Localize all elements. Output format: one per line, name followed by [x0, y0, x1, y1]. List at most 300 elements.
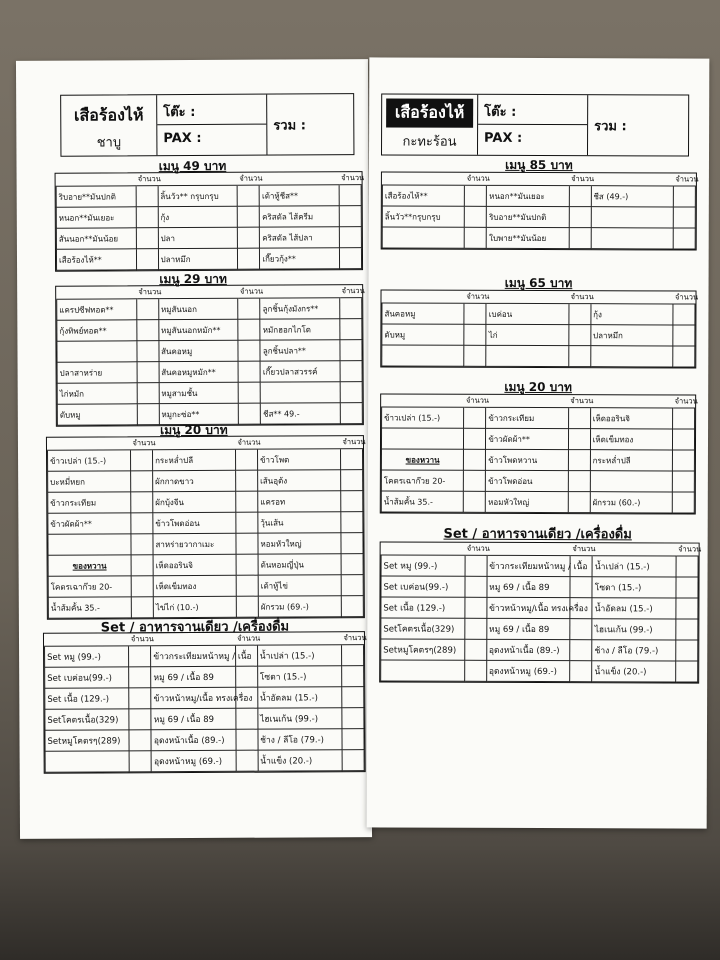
- menu-item: ต้นหอมญี่ปุ่น: [258, 554, 341, 575]
- qty-header: จำนวน: [676, 543, 698, 556]
- qty-input-cell[interactable]: [676, 640, 698, 661]
- menu-item: หมูสันนอกหมัก**: [158, 319, 238, 340]
- restaurant-name: เสือร้องไห้: [73, 105, 144, 125]
- menu-item: ไข่ไก่ (10.-): [153, 596, 236, 617]
- menu-row: [48, 575, 363, 598]
- qty-header: จำนวน: [464, 395, 486, 408]
- menu-item: แครอท: [258, 491, 341, 512]
- menu-item: ลูกชิ้นกุ้งมังกร**: [260, 298, 340, 319]
- qty-header: จำนวน: [465, 543, 487, 556]
- qty-input-cell[interactable]: [342, 729, 364, 750]
- qty-input-cell[interactable]: [568, 408, 590, 429]
- qty-input-cell[interactable]: [236, 491, 258, 512]
- menu-item: เห็ดออรินจิ: [590, 408, 672, 429]
- menu-item: Set หมู (99.-): [381, 555, 465, 576]
- menu-row: [48, 470, 363, 493]
- menu-item: สาหร่ายวากาเมะ: [153, 533, 236, 554]
- qty-input-cell[interactable]: [341, 533, 363, 554]
- menu-item: ริบอาย**มันปกติ: [487, 206, 569, 227]
- qty-input-cell[interactable]: [673, 186, 695, 207]
- qty-input-cell[interactable]: [570, 619, 592, 640]
- qty-input-cell[interactable]: [339, 185, 361, 206]
- menu-item: [381, 428, 463, 449]
- menu-item: Set หมู (99.-): [45, 646, 129, 667]
- menu-row: [45, 750, 364, 773]
- qty-input-cell[interactable]: [131, 450, 153, 471]
- qty-input-cell[interactable]: [238, 227, 260, 248]
- qty-input-cell[interactable]: [672, 471, 694, 492]
- qty-input-cell[interactable]: [339, 248, 361, 269]
- menu-item: คริสตัล ไส้ปลา: [260, 227, 340, 248]
- qty-input-cell[interactable]: [465, 576, 487, 597]
- menu-row: [381, 639, 698, 661]
- menu-item: [382, 227, 464, 248]
- qty-input-cell[interactable]: [236, 750, 258, 771]
- menu-row: [45, 729, 364, 752]
- qty-input-cell[interactable]: [673, 346, 695, 367]
- menu-item: ริบอาย**มันปกติ: [56, 186, 136, 207]
- menu-row: [48, 533, 363, 556]
- menu-item: หมู 69 / เนื้อ 89: [486, 618, 570, 639]
- menu-row: [381, 597, 698, 619]
- menu-row: [57, 298, 362, 321]
- menu-item: น้ำอัดลม (15.-): [257, 687, 341, 708]
- menu-item: อุดงหน้าเนื้อ (89.-): [486, 639, 570, 660]
- qty-input-cell[interactable]: [342, 687, 364, 708]
- qty-input-cell[interactable]: [569, 228, 591, 249]
- qty-input-cell[interactable]: [676, 556, 698, 577]
- qty-input-cell[interactable]: [136, 249, 158, 270]
- qty-input-cell[interactable]: [340, 340, 362, 361]
- menu-item: ข้าวโพดอ่อน: [153, 512, 236, 533]
- menu-item: หนอก**มันเยอะ: [487, 185, 569, 206]
- menu-item: หมูกะซ่อ**: [159, 403, 239, 424]
- qty-input-cell[interactable]: [129, 688, 151, 709]
- qty-header: จำนวน: [339, 172, 361, 185]
- menu-item: ข้าวกระเทียม: [48, 492, 131, 513]
- menu-row: [45, 708, 364, 731]
- qty-input-cell[interactable]: [339, 206, 361, 227]
- qty-input-cell[interactable]: [137, 362, 159, 383]
- menu-item: เห็ดเข็มทอง: [153, 575, 236, 596]
- qty-input-cell[interactable]: [238, 206, 260, 227]
- menu-item: [590, 471, 672, 492]
- menu-item: หมู 69 / เนื้อ 89: [487, 576, 571, 597]
- qty-input-cell[interactable]: [568, 346, 590, 367]
- qty-input-cell[interactable]: [568, 492, 590, 513]
- menu-item: ข้าวผัดผ้า**: [48, 513, 131, 534]
- qty-input-cell[interactable]: [464, 407, 486, 428]
- menu-item: สันคอหมูหมัก**: [159, 361, 239, 382]
- qty-header: จำนวน: [237, 173, 259, 186]
- qty-input-cell[interactable]: [464, 618, 486, 639]
- qty-input-cell[interactable]: [464, 303, 486, 324]
- qty-input-cell[interactable]: [342, 750, 364, 771]
- menu-row: [381, 660, 698, 682]
- qty-header: จำนวน: [464, 291, 486, 304]
- menu-item: ปลาสาหร่าย: [57, 362, 137, 383]
- qty-header: จำนวน: [129, 633, 151, 646]
- menu-row: [48, 449, 363, 472]
- menu-item: [590, 346, 672, 367]
- menu-item: ไก่: [486, 324, 568, 345]
- qty-input-cell[interactable]: [464, 428, 486, 449]
- menu-item: [57, 341, 137, 362]
- qty-input-cell[interactable]: [568, 325, 590, 346]
- menu-item: [48, 534, 131, 555]
- menu-item: เกี๊ยวกุ้ง**: [260, 248, 340, 269]
- qty-input-cell[interactable]: [236, 729, 258, 750]
- menu-item: หมู 69 / เนื้อ 89: [151, 708, 235, 729]
- qty-input-cell[interactable]: [341, 449, 363, 470]
- qty-input-cell[interactable]: [465, 227, 487, 248]
- section-title: เมนู 65 บาท: [504, 275, 573, 291]
- menu-row: [381, 470, 694, 492]
- section-title: Set / อาหารจานเดียว /เครื่องดื่ม: [100, 619, 290, 636]
- qty-input-cell[interactable]: [340, 361, 362, 382]
- section-title: เมนู 20 บาท: [160, 422, 228, 438]
- qty-header: จำนวน: [340, 285, 362, 298]
- section-grid: [380, 393, 696, 514]
- menu-item: ปลาหมึก: [158, 248, 238, 269]
- qty-input-cell[interactable]: [342, 666, 364, 687]
- qty-header: จำนวน: [673, 291, 695, 304]
- qty-input-cell[interactable]: [569, 304, 591, 325]
- menu-item: ของหวาน: [48, 555, 131, 576]
- menu-item: ลิ้นวัว**กรุบกรุบ: [382, 206, 464, 227]
- menu-item: คริสตัล ไส้ครีม: [260, 206, 340, 227]
- qty-input-cell[interactable]: [465, 597, 487, 618]
- menu-row: [381, 576, 698, 598]
- section-grid: [55, 284, 364, 427]
- menu-item: Set เนื้อ (129.-): [381, 597, 465, 618]
- sheet-header: [381, 93, 689, 156]
- sheet-header: [60, 93, 354, 157]
- qty-input-cell[interactable]: [341, 554, 363, 575]
- menu-item: Setหมูโคตรๆ(289): [45, 730, 129, 751]
- qty-input-cell[interactable]: [236, 470, 258, 491]
- qty-input-cell[interactable]: [238, 298, 260, 319]
- menu-item: สันนอก**มันน้อย: [56, 228, 136, 249]
- qty-input-cell[interactable]: [570, 661, 592, 682]
- qty-header: จำนวน: [673, 395, 695, 408]
- menu-item: โคตรเฉาก๊วย 20-: [48, 576, 131, 597]
- menu-item: ข้าวโพดอ่อน: [486, 470, 568, 491]
- menu-item: ตับหมู: [57, 404, 137, 425]
- qty-input-cell[interactable]: [236, 708, 258, 729]
- section-grid: [380, 289, 699, 368]
- qty-input-cell[interactable]: [136, 320, 158, 341]
- qty-input-cell[interactable]: [131, 492, 153, 513]
- menu-item: ข้าวกระเทียม: [486, 407, 568, 428]
- qty-input-cell[interactable]: [340, 319, 362, 340]
- menu-item: น้ำส้มคั้น 35.-: [48, 597, 131, 618]
- menu-item: ไก่หมัก: [57, 383, 137, 404]
- menu-item: กุ้ง: [591, 304, 673, 325]
- menu-item: ข้าวโพดหวาน: [486, 449, 568, 470]
- qty-input-cell[interactable]: [673, 304, 695, 325]
- qty-input-cell[interactable]: [341, 596, 363, 617]
- menu-item: ข้าวหน้าหมู/เนื้อ ทรงเครื่อง: [151, 687, 235, 708]
- qty-input-cell[interactable]: [570, 640, 592, 661]
- menu-item: น้ำแข็ง (20.-): [592, 661, 676, 682]
- section-title: เมนู 29 บาท: [159, 271, 227, 287]
- menu-item: น้ำอัดลม (15.-): [592, 598, 676, 619]
- qty-header: จำนวน: [136, 173, 158, 186]
- qty-input-cell[interactable]: [235, 666, 257, 687]
- qty-input-cell[interactable]: [464, 470, 486, 491]
- menu-item: เห็ดออรินจิ: [153, 554, 236, 575]
- qty-input-cell[interactable]: [341, 470, 363, 491]
- qty-input-cell[interactable]: [673, 325, 695, 346]
- menu-row: [382, 303, 695, 325]
- menu-type: ชาบู: [96, 135, 122, 151]
- qty-header: จำนวน: [568, 395, 590, 408]
- qty-input-cell[interactable]: [131, 576, 153, 597]
- qty-input-cell[interactable]: [673, 408, 695, 429]
- qty-input-cell[interactable]: [136, 299, 158, 320]
- menu-row: [48, 512, 363, 535]
- qty-input-cell[interactable]: [676, 619, 698, 640]
- menu-item: เส้นอุด้ง: [258, 470, 341, 491]
- qty-header: จำนวน: [235, 437, 257, 450]
- qty-input-cell[interactable]: [237, 185, 259, 206]
- menu-item: Set เบค่อน(99.-): [45, 667, 129, 688]
- qty-input-cell[interactable]: [342, 645, 364, 666]
- menu-item: [381, 660, 465, 681]
- menu-item: สันคอหมู: [159, 340, 239, 361]
- menu-item: ใบพาย**มันน้อย: [487, 227, 569, 248]
- qty-input-cell[interactable]: [341, 512, 363, 533]
- qty-input-cell[interactable]: [238, 319, 260, 340]
- qty-input-cell[interactable]: [672, 450, 694, 471]
- qty-input-cell[interactable]: [129, 646, 151, 667]
- menu-item: เสือร้องไห้**: [382, 185, 464, 206]
- qty-input-cell[interactable]: [465, 555, 487, 576]
- menu-row: [381, 428, 694, 450]
- menu-item: ไฮเนเก้น (99.-): [258, 708, 342, 729]
- menu-item: [591, 207, 673, 228]
- menu-item: น้ำเปล่า (15.-): [592, 556, 676, 577]
- menu-item: กระหล่ำปลี: [590, 450, 672, 471]
- qty-input-cell[interactable]: [673, 228, 695, 249]
- menu-item: [45, 751, 129, 772]
- qty-input-cell[interactable]: [137, 383, 159, 404]
- menu-item: ช้าง / ลีโอ (79.-): [592, 640, 676, 661]
- menu-row: [56, 248, 361, 271]
- qty-input-cell[interactable]: [129, 730, 151, 751]
- menu-item: ชีส (49.-): [591, 186, 673, 207]
- qty-input-cell[interactable]: [131, 513, 153, 534]
- pax-label: PAX :: [484, 130, 523, 146]
- qty-input-cell[interactable]: [568, 450, 590, 471]
- menu-item: ผักรวม (60.-): [590, 492, 672, 513]
- qty-input-cell[interactable]: [464, 345, 486, 366]
- qty-input-cell[interactable]: [131, 555, 153, 576]
- menu-item: สันคอหมู: [382, 303, 464, 324]
- qty-input-cell[interactable]: [238, 361, 260, 382]
- qty-input-cell[interactable]: [341, 491, 363, 512]
- menu-item: ข้าวโพด: [258, 449, 341, 470]
- menu-row: [56, 185, 361, 208]
- qty-input-cell[interactable]: [238, 248, 260, 269]
- restaurant-name: เสือร้องไห้: [386, 98, 473, 127]
- qty-input-cell[interactable]: [236, 575, 258, 596]
- menu-item: หมู 69 / เนื้อ 89: [151, 666, 235, 687]
- menu-item: Setโคตรเนื้อ(329): [381, 618, 465, 639]
- qty-input-cell[interactable]: [465, 206, 487, 227]
- menu-row: [48, 554, 363, 577]
- menu-item: น้ำส้มคั้น 35.-: [381, 491, 463, 512]
- menu-item: กระหล่ำปลี: [153, 449, 236, 470]
- menu-item: ชีส** 49.-: [261, 403, 341, 424]
- qty-input-cell[interactable]: [672, 429, 694, 450]
- menu-item: ผักรวม (69.-): [258, 596, 341, 617]
- qty-input-cell[interactable]: [137, 341, 159, 362]
- menu-row: [382, 227, 695, 249]
- section-grid: [55, 171, 364, 272]
- qty-input-cell[interactable]: [569, 207, 591, 228]
- menu-item: หมูสันนอก: [158, 298, 238, 319]
- menu-item: ผักกาดขาว: [153, 470, 236, 491]
- qty-input-cell[interactable]: [464, 324, 486, 345]
- qty-input-cell[interactable]: [136, 186, 158, 207]
- menu-item: เบค่อน: [486, 303, 568, 324]
- menu-item: อุดงหน้าหมู (69.-): [486, 660, 570, 681]
- qty-input-cell[interactable]: [676, 598, 698, 619]
- table-label: โต๊ะ :: [163, 104, 196, 121]
- section-title: เมนู 85 บาท: [505, 157, 573, 173]
- section-title: เมนู 20 บาท: [504, 379, 572, 395]
- menu-item: ข้าวกระเทียมหน้าหมู / เนื้อ: [151, 645, 235, 666]
- menu-item: ข้าวผัดผ้า**: [486, 428, 568, 449]
- qty-input-cell[interactable]: [465, 185, 487, 206]
- qty-header: จำนวน: [238, 286, 260, 299]
- qty-input-cell[interactable]: [339, 227, 361, 248]
- qty-input-cell[interactable]: [341, 575, 363, 596]
- qty-input-cell[interactable]: [238, 382, 260, 403]
- pax-label: PAX :: [163, 130, 202, 147]
- menu-row: [57, 340, 362, 363]
- qty-input-cell[interactable]: [464, 449, 486, 470]
- menu-item: อุดงหน้าเนื้อ (89.-): [151, 729, 235, 750]
- menu-item: ข้าวหน้าหมู/เนื้อ ทรงเครื่อง: [487, 597, 571, 618]
- qty-input-cell[interactable]: [236, 554, 258, 575]
- qty-input-cell[interactable]: [129, 751, 151, 772]
- menu-type: กะทะร้อน: [402, 134, 457, 150]
- menu-item: เสือร้องไห้**: [56, 249, 136, 270]
- qty-input-cell[interactable]: [236, 533, 258, 554]
- qty-input-cell[interactable]: [464, 491, 486, 512]
- menu-item: Setโคตรเนื้อ(329): [45, 709, 129, 730]
- menu-item: ตับหมู: [382, 324, 464, 345]
- menu-item: Set เนื้อ (129.-): [45, 688, 129, 709]
- qty-header: จำนวน: [235, 633, 257, 646]
- menu-item: กุ้งทิพย์ทอด**: [57, 320, 137, 341]
- menu-item: โซดา (15.-): [257, 666, 341, 687]
- menu-item: ข้าวเปล่า (15.-): [48, 450, 131, 471]
- qty-input-cell[interactable]: [131, 471, 153, 492]
- menu-item: ผักบุ้งจีน: [153, 491, 236, 512]
- menu-row: [57, 382, 362, 405]
- menu-item: กุ้ง: [158, 206, 238, 227]
- menu-item: เต้าหู้ไข่: [258, 575, 341, 596]
- qty-input-cell[interactable]: [236, 512, 258, 533]
- menu-item: [591, 228, 673, 249]
- menu-item: [260, 382, 340, 403]
- menu-row: [382, 206, 695, 228]
- menu-row: [382, 345, 695, 367]
- menu-item: หอมหัวใหญ่: [258, 533, 341, 554]
- qty-header: จำนวน: [673, 173, 695, 186]
- menu-row: [48, 491, 363, 514]
- menu-item: ช้าง / ลีโอ (79.-): [258, 729, 342, 750]
- menu-row: [45, 645, 364, 668]
- menu-item: เกี๊ยวปลาสวรรค์: [260, 361, 340, 382]
- qty-input-cell[interactable]: [673, 207, 695, 228]
- section-title: Set / อาหารจานเดียว /เครื่องดื่ม: [443, 526, 632, 543]
- menu-row: [381, 491, 694, 513]
- qty-input-cell[interactable]: [340, 298, 362, 319]
- menu-item: แครปซีฟทอด**: [57, 299, 137, 320]
- qty-input-cell[interactable]: [136, 228, 158, 249]
- table-label: โต๊ะ :: [484, 104, 517, 120]
- qty-input-cell[interactable]: [129, 709, 151, 730]
- qty-input-cell[interactable]: [464, 660, 486, 681]
- qty-header: จำนวน: [341, 632, 363, 645]
- menu-item: ข้าวกระเทียมหน้าหมู / เนื้อ: [487, 555, 571, 576]
- qty-input-cell[interactable]: [131, 534, 153, 555]
- menu-item: หมูสามชั้น: [159, 382, 239, 403]
- menu-item: อุดงหน้าหมู (69.-): [151, 750, 235, 771]
- menu-item: น้ำแข็ง (20.-): [258, 750, 342, 771]
- qty-input-cell[interactable]: [236, 449, 258, 470]
- qty-header: จำนวน: [130, 437, 152, 450]
- qty-input-cell[interactable]: [568, 471, 590, 492]
- menu-item: โคตรเฉาก๊วย 20-: [381, 470, 463, 491]
- qty-input-cell[interactable]: [131, 597, 153, 618]
- qty-input-cell[interactable]: [568, 429, 590, 450]
- menu-item: เห็ดเข็มทอง: [590, 429, 672, 450]
- menu-item: Set เบค่อน(99.-): [381, 576, 465, 597]
- menu-row: [56, 227, 361, 250]
- qty-input-cell[interactable]: [342, 708, 364, 729]
- total-label: รวม :: [594, 119, 627, 135]
- menu-item: ลิ้นวัว** กรุบกรุบ: [158, 185, 238, 206]
- qty-input-cell[interactable]: [340, 382, 362, 403]
- qty-input-cell[interactable]: [136, 207, 158, 228]
- qty-input-cell[interactable]: [238, 340, 260, 361]
- menu-item: ข้าวเปล่า (15.-): [382, 407, 464, 428]
- menu-item: ไฮเนเก้น (99.-): [592, 619, 676, 640]
- qty-input-cell[interactable]: [464, 639, 486, 660]
- qty-input-cell[interactable]: [129, 667, 151, 688]
- qty-input-cell[interactable]: [676, 577, 698, 598]
- menu-item: หอมหัวใหญ่: [486, 491, 568, 512]
- menu-item: ปลาหมึก: [590, 325, 672, 346]
- menu-item: วุ้นเส้น: [258, 512, 341, 533]
- section-grid: [381, 171, 697, 250]
- qty-input-cell[interactable]: [676, 661, 698, 682]
- qty-input-cell[interactable]: [672, 492, 694, 513]
- menu-item: ปลา: [158, 227, 238, 248]
- section-grid: [43, 631, 366, 774]
- menu-item: หนอก**มันเยอะ: [56, 207, 136, 228]
- qty-input-cell[interactable]: [236, 596, 258, 617]
- qty-input-cell[interactable]: [570, 577, 592, 598]
- qty-header: จำนวน: [569, 173, 591, 186]
- qty-input-cell[interactable]: [569, 186, 591, 207]
